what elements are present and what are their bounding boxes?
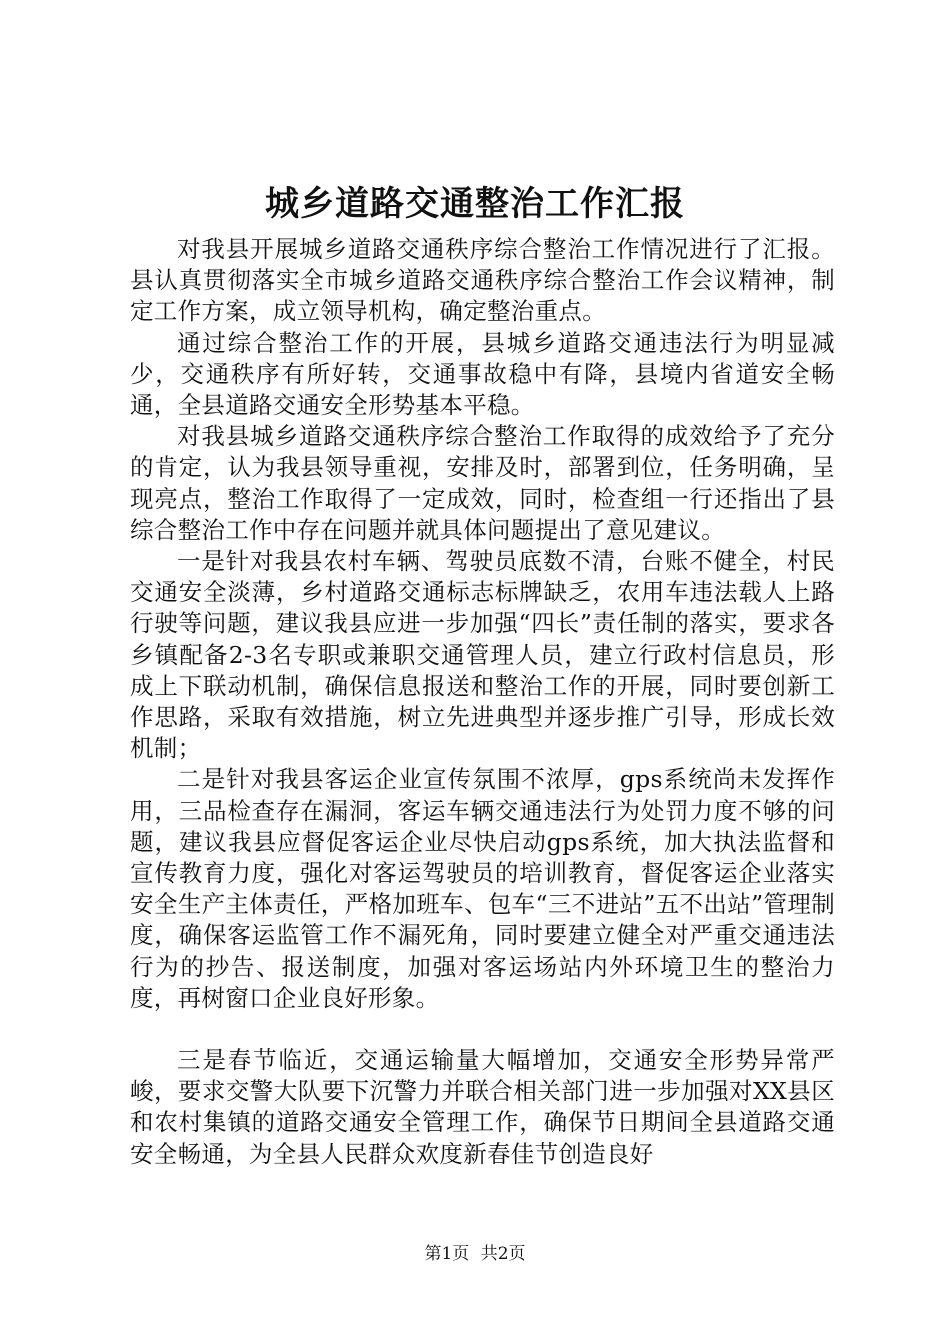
- paragraph-feedback: 对我县城乡道路交通秩序综合整治工作取得的成效给予了充分的肯定，认为我县领导重视，安排及时，部署到位，任务明确，呈现亮点，整治工作取得了一定成效，同时，检查组一行还指出了县综合整治工作中存在问题并就具体问题提出了意见建议。: [130, 422, 835, 544]
- page-footer: [0, 1242, 950, 1266]
- paragraph-results: 通过综合整治工作的开展，县城乡道路交通违法行为明显减少，交通秩序有所好转，交通事故稳中有降，县境内省道安全畅通，全县道路交通安全形势基本平稳。: [130, 328, 835, 420]
- page-total: 共2页: [480, 1244, 526, 1264]
- paragraph-summary: 对我县开展城乡道路交通秩序综合整治工作情况进行了汇报。县认真贯彻落实全市城乡道路交通秩序综合整治工作会议精神，制定工作方案，成立领导机构，确定整治重点。: [130, 235, 835, 326]
- paragraph-point-two: 二是针对我县客运企业宣传氛围不浓厚，gps系统尚未发挥作用，三品检查存在漏洞，客运车辆交通违法行为处罚力度不够的问题，建议我县应督促客运企业尽快启动gps系统，加大执法监督和宣传教育力度，强化对客运驾驶员的培训教育，督促客运企业落实安全生产主体责任，严格加班车、包车“三不进站”五不出站”管理制度，确保客运监管工作不漏死角，同时要建立健全对严重交通违法行为的抄告、报送制度，加强对客运场站内外环境卫生的整治力度，再树窗口企业良好形象。: [130, 765, 835, 1012]
- document-body: [130, 234, 835, 1170]
- page-number: 第1页: [424, 1244, 470, 1264]
- paragraph-point-three: 三是春节临近，交通运输量大幅增加，交通安全形势异常严峻，要求交警大队要下沉警力并联合相关部门进一步加强对XX县区和农村集镇的道路交通安全管理工作，确保节日期间全县道路交通安全畅通，为全县人民群众欢度新春佳节创造良好: [130, 1046, 835, 1168]
- document-title: 城乡道路交通整治工作汇报: [265, 184, 685, 224]
- paragraph-point-one: 一是针对我县农村车辆、驾驶员底数不清，台账不健全，村民交通安全淡薄，乡村道路交通标志标牌缺乏，农用车违法载人上路行驶等问题，建议我县应进一步加强“四长”责任制的落实，要求各乡镇配备2-3名专职或兼职交通管理人员，建立行政村信息员，形成上下联动机制，确保信息报送和整治工作的开展，同时要创新工作思路，采取有效措施，树立先进典型并逐步推广引导，形成长效机制；: [130, 547, 835, 763]
